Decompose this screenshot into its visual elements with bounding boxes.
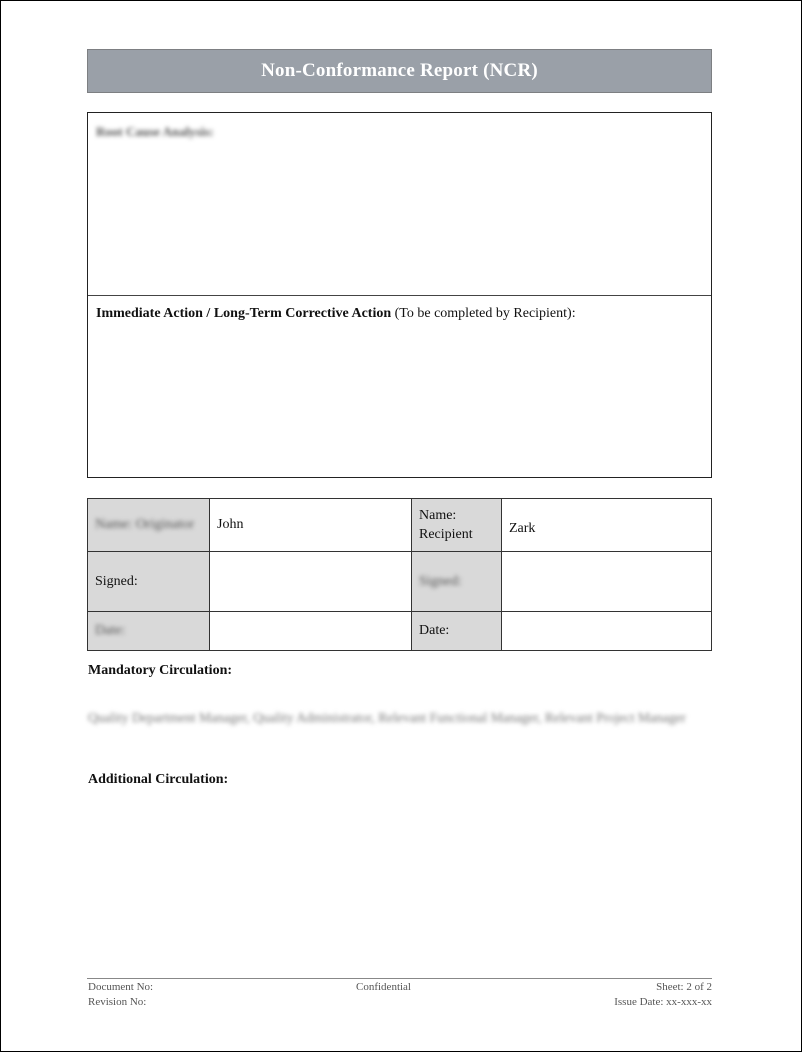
root-cause-label: Root Cause Analysis: [96,124,214,139]
recipient-name-label-line1: Name: [419,508,457,523]
originator-name-value[interactable]: John [210,499,412,552]
recipient-signed-label-text: Signed: [419,573,462,589]
originator-date-value[interactable] [210,612,412,651]
analysis-action-table [87,112,712,478]
originator-signed-value[interactable] [210,552,412,612]
additional-circulation-heading: Additional Circulation: [88,772,229,787]
corrective-action-label-bold: Immediate Action / Long-Term Corrective Action [96,306,392,321]
issue-date: Issue Date: xx-xxx-xx [614,996,712,1008]
recipient-date-label: Date: [412,612,502,651]
document-number: Document No: [88,981,154,993]
mandatory-circulation-list: Quality Department Manager, Quality Administrator, Relevant Functional Manager, Relevant Project Manager [88,710,686,725]
originator-name-label-text: Name: Originator [95,517,195,532]
recipient-signed-label [412,552,502,612]
originator-date-label-text: Date: [95,623,126,638]
sheet-number: Sheet: 2 of 2 [656,981,712,993]
originator-date-label [88,612,210,651]
table-row-names [88,499,712,552]
table-row-date [88,612,712,651]
footer-right [614,980,712,1010]
table-row-signed [88,552,712,612]
originator-signed-label: Signed: [88,552,210,612]
recipient-signed-value[interactable] [502,552,712,612]
corrective-action-field[interactable] [88,296,711,477]
corrective-action-label [96,306,576,322]
report-title: Non-Conformance Report (NCR) [87,49,712,93]
recipient-name-value[interactable]: Zark [502,499,712,552]
originator-name-label [88,499,210,552]
root-cause-analysis-field[interactable] [88,113,711,296]
recipient-name-label-line2: Recipient [419,527,473,542]
classification-label: Confidential [356,981,411,993]
footer-left [88,980,153,1010]
mandatory-circulation-heading: Mandatory Circulation: [88,663,233,678]
corrective-action-label-note: (To be completed by Recipient): [391,306,576,321]
recipient-date-value[interactable] [502,612,712,651]
revision-number: Revision No: [88,996,147,1008]
recipient-name-label [412,499,502,552]
signature-table [87,498,712,651]
footer-divider [87,978,712,979]
